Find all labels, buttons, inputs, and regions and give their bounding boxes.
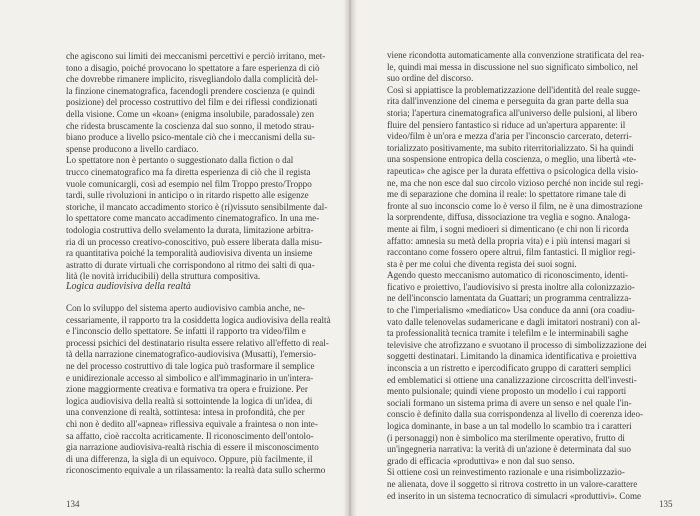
text-line: raccontano come fossero opere altrui, film fantastici. Il miglior regi-	[387, 247, 636, 258]
text-line: ed inserito in un sistema tecnocratico di simulacri «produttivi». Come	[387, 490, 642, 501]
text-line: una convenzione di realtà, sottintesa: intesa in profondità, che per	[66, 407, 305, 418]
text-line: ficativo e proiettivo, l'audiovisivo si presta inoltre alla colonizzazio-	[387, 281, 635, 292]
text-line: che dovrebbe rimanere implicito, risvegliandolo dalla complicità del-	[66, 74, 319, 85]
text-line: me di separazione che domina il reale: lo spettatore rimane tale di	[387, 189, 627, 200]
text-line: televisive che atrofizzano e svuotano il processo di simbolizzazione dei	[387, 339, 647, 350]
text-line: la sorprendente, diffusa, dissociazione tra veglia e sogno. Analoga-	[387, 212, 631, 223]
text-line: storia; l'apertura cinematografica all'universo delle pulsioni, al libero	[387, 107, 638, 118]
text-line: sta è per me colui che diventa regista dei suoi sogni.	[387, 258, 577, 269]
text-line: chi non è dedito all'«apnea» riflessiva equivale a fraintesa o non inte-	[66, 418, 318, 429]
left-page	[0, 0, 343, 516]
right-page	[357, 0, 700, 516]
text-line: logica dominante, in base a un tal modello lo scambio tra i caratteri	[387, 421, 632, 431]
text-line: ne del processo costruttivo di tale logica può trasformare il semplice	[66, 360, 315, 371]
text-line: posizione) del processo costruttivo del film e dei riflessi condizionati	[66, 97, 318, 108]
text-line: ne dell'inconscio lamentata da Guattari; un programma centralizza-	[387, 293, 632, 304]
text-line: che ridesta bruscamente la coscienza dal suo sonno, il metodo strau-	[66, 120, 315, 131]
text-line: e l'inconscio dello spettatore. Se infatti il rapporto tra video/film e	[66, 326, 306, 337]
page-number-left: 134	[66, 499, 80, 509]
text-line: todologia costruttiva dello svelamento la durata, limitazione arbitra-	[66, 224, 314, 235]
text-line: suo ordine del discorso.	[387, 73, 474, 84]
text-line: zione maggiormente creativa e formativa tra opera e fruizione. Per	[66, 384, 308, 395]
text-line: le, quindi mai messa in discussione nel suo significato simbolico, nel	[387, 61, 639, 72]
text-line: sa affatto, cioè raccolta acriticamente. Il riconoscimento dell'ontolo-	[66, 430, 314, 441]
text-line: vuole comunicargli, così ad esempio nel film Troppo presto/Troppo	[66, 178, 312, 189]
text-line: soggetti destinatari. Limitando la dinamica identificativa e proiettiva	[387, 351, 637, 362]
text-line: lità (le novità irriducibili) della struttura compositiva.	[66, 271, 261, 282]
text-line: biano produce a livello psico-mentale ciò che i meccanismi della su-	[66, 132, 315, 143]
text-line: logica audiovisiva della realtà si sottointende la logica di un'idea, di	[66, 395, 313, 406]
text-line: rita dall'invenzione del cinema e perseguita da gran parte della sua	[387, 96, 629, 107]
text-line: torializzato positivamente, ma subito riterritorializzato. Si ha quindi	[387, 142, 634, 153]
text-line: della visione. Come un «koan» (enigma insolubile, paradossale) zen	[66, 108, 314, 119]
text-line: Così si appiattisce la problematizzazione dell'identità del reale sugge-	[387, 84, 641, 95]
text-line: astratto di durate virtuali che corrispondono al ritmo dei salti di qua-	[66, 259, 315, 270]
text-line: sociali formano un sistema prima di avere un senso e nel quale l'in-	[387, 397, 632, 408]
text-line: ed emblematici si ottiene una canalizzazione circoscritta dell'investi-	[387, 374, 637, 385]
text-line: cessariamente, il rapporto tra la cosiddetta logica audiovisiva della realtà	[66, 314, 331, 325]
text-line: Agendo questo meccanismo automatico di riconoscimento, identi-	[387, 270, 629, 281]
text-line: riconoscimento equivale a un rilassamento: la realtà data sullo schermo	[66, 465, 326, 476]
page-number-right: 135	[659, 499, 673, 509]
text-line: ne alienata, dove il soggetto si ritrova costretto in un valore-carattere	[387, 478, 638, 489]
text-line: tà della narrazione cinematografico-audiovisiva (Musatti), l'emersio-	[66, 349, 317, 360]
text-line: gia narrazione audiovisiva-realtà rischia di essere il misconoscimento	[66, 442, 319, 453]
text-line: fluire del pensiero fantastico si riduce ad un'apertura apparente: il	[387, 119, 626, 130]
text-line: che agiscono sui limiti dei meccanismi percettivi e perciò irritano, met-	[66, 51, 326, 61]
text-line: storiche, il mancato accadimento storico è (ri)vissuto sensibilmente dal-	[66, 201, 328, 212]
section-heading: Logica audiovisiva della realtà	[66, 281, 191, 292]
text-line: lo spettatore come mancato accadimento cinematografico. In una me-	[66, 213, 320, 224]
text-line: ria di un processo creativo-conoscitivo, può essere liberata dalla misu-	[66, 236, 323, 247]
book-gutter	[343, 0, 357, 516]
text-line: video/film è un'ora e mezza d'aria per l'inconscio carcerato, deterri-	[387, 131, 632, 142]
text-line: tardi, sulle rivoluzioni in anticipo o in ritardo rispetto alle esigenze	[66, 190, 309, 201]
text-line: inconscia a un ristretto e ipercodificato gruppo di caratteri semplici	[387, 363, 632, 374]
text-line: un'ingegneria narrativa: la verità di un'azione è determinata dal suo	[387, 444, 631, 455]
text-line: mente ai film, i sogni medioeri si dimenticano (e chi non li ricorda	[387, 223, 629, 234]
text-line: ra quantitativa poiché la temporalità audiovisiva diventa un insieme	[66, 248, 313, 259]
text-line: affatto: amnesia su metà della propria vita) e i più intensi magari si	[387, 235, 631, 246]
text-line: conscio è definito dalla sua corrispondenza al livello di coerenza ideo-	[387, 409, 644, 420]
text-line: Si ottiene così un reinvestimento razionale e una risimbolizzazio-	[387, 467, 625, 478]
text-line: mento pulsionale; quindi viene proposto un modello i cui rapporti	[387, 386, 627, 397]
text-line: trucco cinematografico ma fa diretta esperienza di ciò che il regista	[66, 166, 311, 177]
text-line: fronte al suo inconscio come lo è verso il film, ne è una dimostrazione	[387, 200, 643, 211]
text-line: spense producono a livello cardiaco.	[66, 143, 199, 154]
text-line: processi psichici del destinatario risulta essere relativo all'effetto di real-	[66, 337, 329, 348]
text-line: una sospensione entropica della coscienza, o meglio, una libertà «te-	[387, 154, 637, 165]
text-line: Con lo sviluppo del sistema aperto audiovisivo cambia anche, ne-	[66, 303, 305, 313]
text-line: tono a disagio, poiché provocano lo spettatore a fare esperienza di ciò	[66, 62, 320, 73]
text-line: (i personaggi) non è simbolico ma sterilmente operativo, frutto di	[387, 432, 625, 443]
right-text-block	[387, 50, 657, 502]
left-text-block-2	[66, 303, 331, 477]
text-line: vato dalle telenovelas sudamericane e dagli imitatori nostrani) con al-	[387, 316, 641, 327]
text-line: viene ricondotta automaticamente alla convenzione stratificata del rea-	[387, 50, 645, 60]
text-line: to che l'imperialismo «mediatico» Usa conduce da anni (ora coadiu-	[387, 305, 635, 316]
text-line: di una differenza, la sigla di un equivoco. Oppure, più facilmente, il	[66, 453, 313, 464]
text-line: rapeutica» che agisce per la durata effettiva o psicologica della visio-	[387, 165, 639, 176]
text-line: grado di efficacia «produttiva» e non dal suo senso.	[387, 455, 575, 466]
left-text-block-1	[66, 51, 328, 283]
text-line: Lo spettatore non è pertanto o suggestionato dalla fiction o dal	[66, 155, 294, 166]
text-line: ta professionalità tecnica tramite i telefilm e le interminabili saghe	[387, 328, 629, 339]
text-line: e unidirezionale accesso al simbolico e all'immaginario in un'intera-	[66, 372, 314, 383]
text-line: la finzione cinematografica, facendogli prendere coscienza (e quindi	[66, 85, 315, 96]
text-line: ne, ma che non esce dal suo circolo vizioso perché non incide sul regi-	[387, 177, 644, 188]
